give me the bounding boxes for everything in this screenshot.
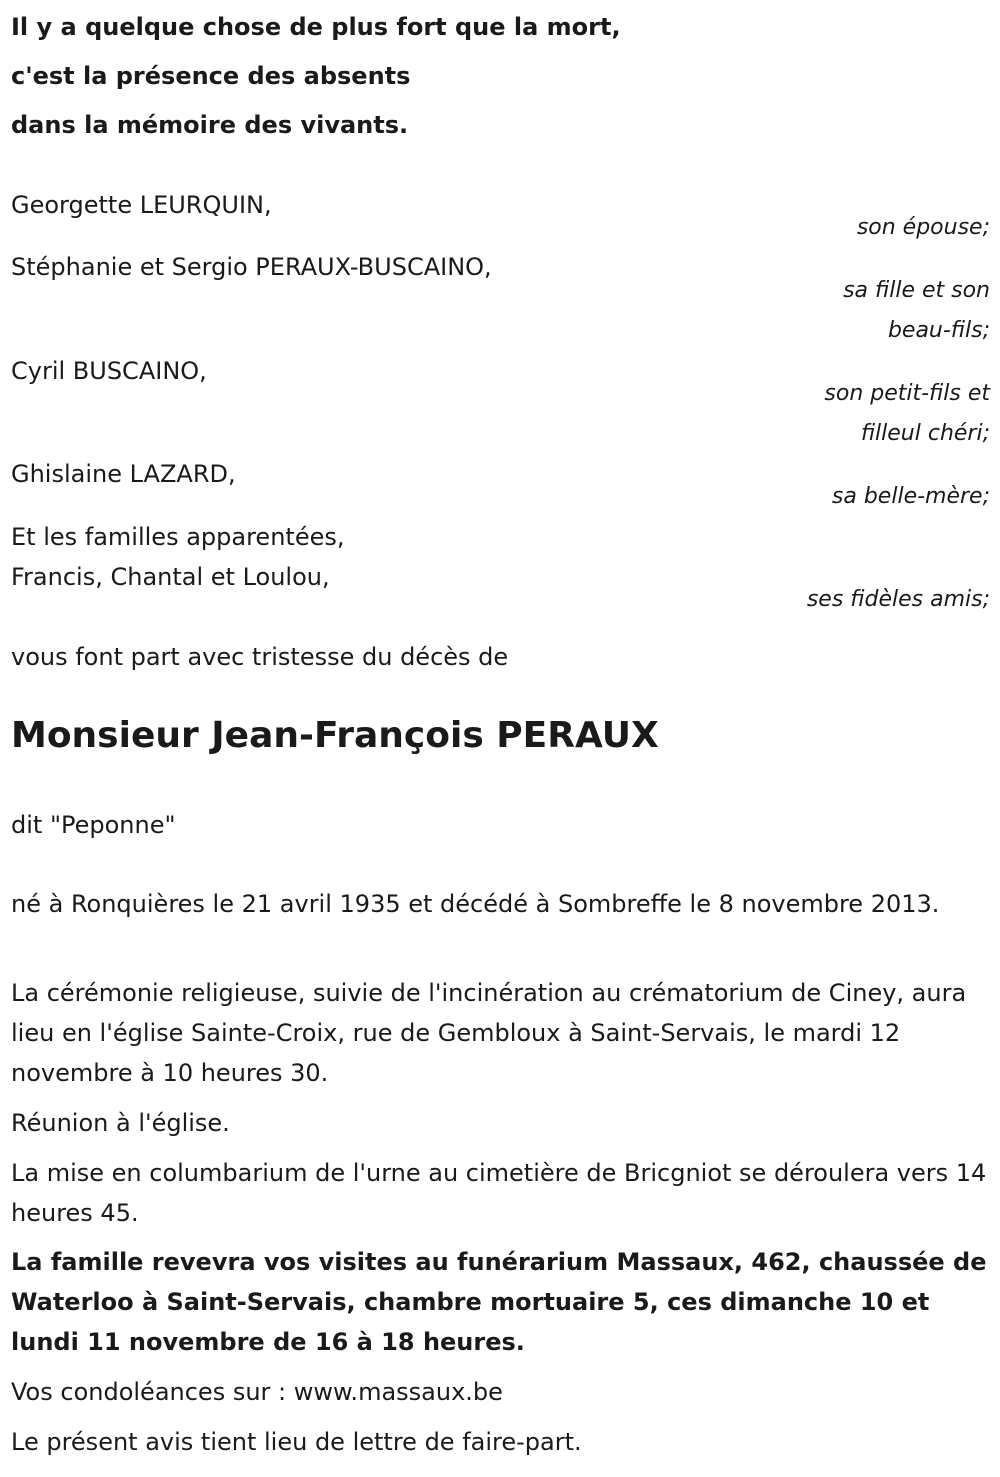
family-name-2: Stéphanie et Sergio PERAUX-BUSCAINO, xyxy=(11,253,492,281)
family-role-2-line-1: sa fille et son xyxy=(843,278,990,303)
columbarium-paragraph: La mise en columbarium de l'urne au cimetière de Bricgniot se déroulera vers 14 heures 45. xyxy=(11,1159,987,1227)
quote-line-1: Il y a quelque chose de plus fort que la mort, xyxy=(11,13,621,41)
family-role-3-line-2: filleul chéri; xyxy=(860,421,990,446)
notice-paragraph: Le présent avis tient lieu de lettre de faire-part. xyxy=(11,1428,582,1456)
family-name-4: Ghislaine LAZARD, xyxy=(11,460,236,488)
birth-death-paragraph: né à Ronquières le 21 avril 1935 et décédé à Sombreffe le 8 novembre 2013. xyxy=(11,890,940,918)
family-name-1: Georgette LEURQUIN, xyxy=(11,191,272,219)
gathering-paragraph: Réunion à l'église. xyxy=(11,1109,230,1137)
ceremony-paragraph: La cérémonie religieuse, suivie de l'incinération au crématorium de Ciney, aura lieu en l'église Sainte-Croix, rue de Gembloux à Saint-Servais, le mardi 12 novembre à 10 heures 30. xyxy=(11,979,967,1087)
family-name-5: Et les familles apparentées, xyxy=(11,523,345,551)
condolences-paragraph: Vos condoléances sur : www.massaux.be xyxy=(11,1378,503,1406)
quote-line-3: dans la mémoire des vivants. xyxy=(11,111,409,139)
family-role-1: son épouse; xyxy=(856,215,990,240)
quote-line-2: c'est la présence des absents xyxy=(11,62,411,90)
family-name-3: Cyril BUSCAINO, xyxy=(11,357,207,385)
family-role-2-line-2: beau-fils; xyxy=(887,318,990,343)
visits-paragraph: La famille revevra vos visites au funérarium Massaux, 462, chaussée de Waterloo à Saint-Servais, chambre mortuaire 5, ces dimanche 10 et lundi 11 novembre de 16 à 18 heures. xyxy=(11,1248,987,1356)
deceased-name: Monsieur Jean-François PERAUX xyxy=(11,715,659,756)
announcement-text: vous font part avec tristesse du décès de xyxy=(11,643,509,671)
family-name-6: Francis, Chantal et Loulou, xyxy=(11,563,330,591)
deceased-nickname: dit "Peponne" xyxy=(11,811,176,839)
family-role-4: sa belle-mère; xyxy=(831,484,990,509)
family-role-6: ses fidèles amis; xyxy=(806,587,990,612)
family-role-3-line-1: son petit-fils et xyxy=(824,381,990,406)
